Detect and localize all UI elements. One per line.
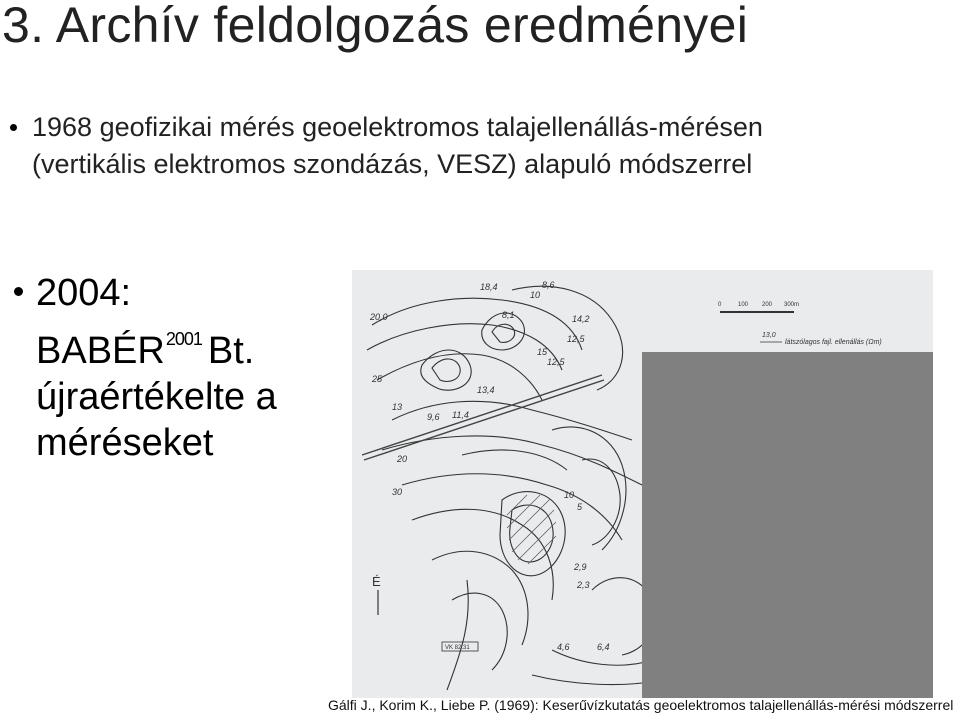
- bullet-2004-reevaluation: [14, 270, 344, 466]
- bullet-text: [32, 109, 910, 183]
- scale-label: 100: [738, 302, 749, 308]
- contour-label: 20,0: [370, 312, 388, 322]
- contour-label: 10: [530, 290, 541, 300]
- contour-label: 10: [564, 490, 575, 500]
- contour-map-image: [352, 270, 933, 698]
- contour-label: 2,3: [577, 580, 590, 590]
- contour-label: 18,4: [480, 282, 498, 292]
- bullet-line-1: 2004:: [36, 272, 132, 314]
- contour-label: 13: [392, 402, 403, 412]
- resistivity-contour-map: [352, 270, 933, 698]
- contour-label: 2,9: [574, 562, 587, 572]
- company-suffix: Bt.: [207, 330, 255, 372]
- legend-value: 13,0: [762, 332, 776, 339]
- bullet-line-4: méréseket: [36, 422, 214, 464]
- contour-label: 6,4: [597, 642, 610, 652]
- scale-label: 300m: [784, 302, 800, 308]
- bullet-line-1: 1968 geofizikai mérés geoelektromos talajellenállás-mérésen: [32, 112, 763, 142]
- scale-label: 200: [762, 302, 773, 308]
- bullet-dot: [14, 287, 23, 296]
- bullet-1968-measurement: [10, 109, 910, 183]
- contour-label: 20: [397, 454, 408, 464]
- contour-label: 12,5: [547, 357, 565, 367]
- company-name: BABÉR: [36, 330, 165, 372]
- bullet-dot: [10, 124, 17, 131]
- scale-label: 0: [718, 302, 722, 308]
- contour-label: 5: [577, 502, 583, 512]
- contour-label: 14,2: [572, 314, 590, 324]
- redaction-box: [642, 352, 933, 698]
- contour-label: 30: [392, 487, 403, 497]
- contour-label: 8,1: [502, 310, 515, 320]
- bullet-text: [36, 270, 344, 466]
- source-citation: Gálfi J., Korim K., Liebe P. (1969): Keserűvízkutatás geoelektromos talajellenállás-mérési módszerrel: [328, 697, 954, 713]
- bullet-line-3: újraértékelte a: [36, 376, 277, 418]
- contour-label: 9,6: [427, 412, 440, 422]
- north-arrow-icon: É: [372, 574, 381, 589]
- contour-label: 15: [537, 347, 548, 357]
- contour-label: 8,6: [542, 280, 555, 290]
- contour-label: 12,5: [567, 334, 585, 344]
- contour-label: 13,4: [477, 385, 495, 395]
- contour-label: 4,6: [557, 642, 570, 652]
- slide-title: 3. Archív feldolgozás eredményei: [2, 0, 749, 53]
- contour-label: 11,4: [452, 410, 469, 420]
- bullet-line-2: (vertikális elektromos szondázás, VESZ) alapuló módszerrel: [32, 149, 753, 179]
- contour-label: 25: [372, 374, 383, 384]
- bullet-line-2: [36, 316, 344, 374]
- company-superscript: 2001: [165, 329, 202, 349]
- stamp-label: VK 82.31: [445, 645, 470, 651]
- legend-text: látszólagos fajl. ellenállás (Ωm): [785, 339, 882, 346]
